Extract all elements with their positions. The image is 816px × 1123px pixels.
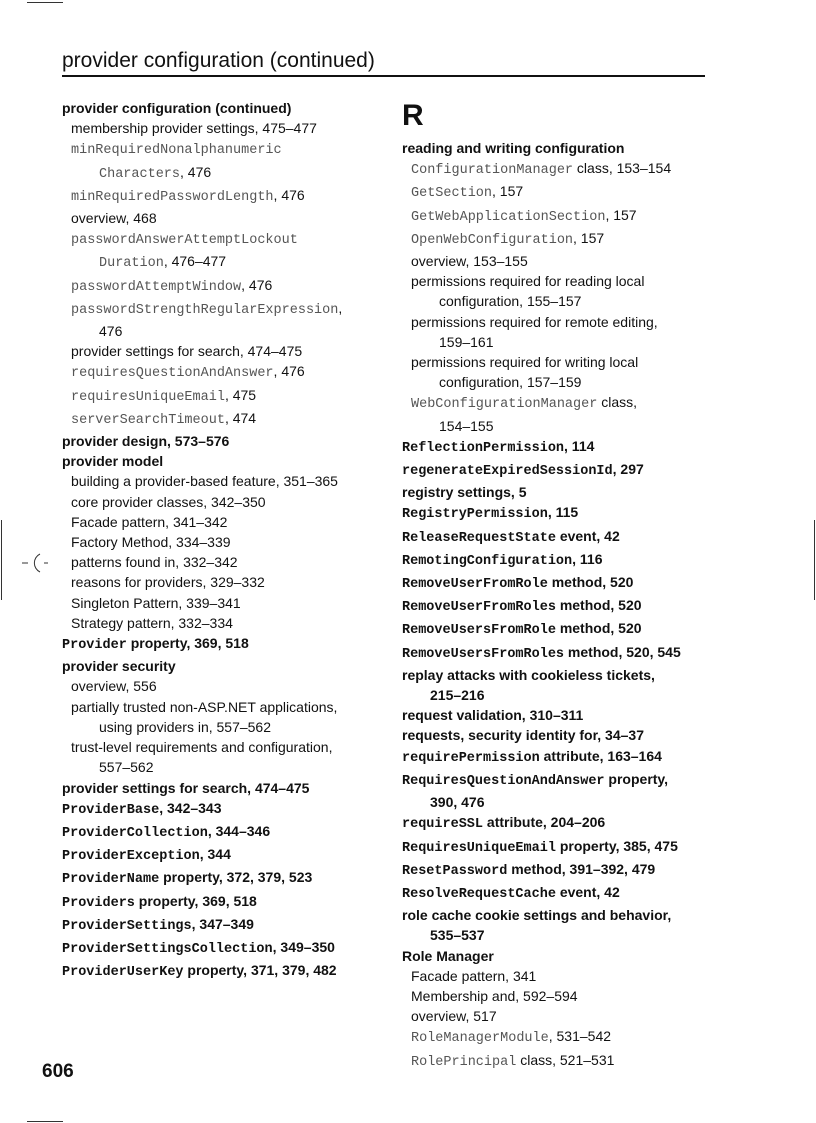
crop-mark-top bbox=[27, 2, 63, 3]
code-term: ProviderName bbox=[62, 872, 160, 888]
index-column-right bbox=[402, 98, 712, 1073]
index-subentry bbox=[62, 532, 382, 552]
index-subentry bbox=[62, 275, 382, 298]
index-entry bbox=[402, 618, 712, 641]
code-term: RemoveUsersFromRole bbox=[402, 623, 556, 639]
index-continuation bbox=[62, 757, 382, 777]
entry-text: event, 42 bbox=[555, 883, 620, 900]
entry-text: 215–216 bbox=[430, 687, 485, 704]
entry-text: reasons for providers, 329–332 bbox=[71, 574, 265, 591]
code-term: GetWebApplicationSection bbox=[411, 209, 606, 225]
index-continuation bbox=[62, 717, 382, 737]
index-entry bbox=[402, 595, 712, 618]
entry-text: , 115 bbox=[547, 504, 579, 521]
code-term: passwordStrengthRegularExpression bbox=[71, 302, 339, 318]
index-entry bbox=[62, 867, 382, 890]
index-continuation bbox=[62, 162, 382, 185]
entry-text: , 349–350 bbox=[272, 938, 335, 955]
index-entry bbox=[402, 436, 712, 459]
code-term: ProviderBase bbox=[62, 802, 160, 818]
index-subentry bbox=[402, 181, 712, 204]
index-subentry bbox=[62, 676, 382, 696]
index-entry bbox=[62, 98, 382, 118]
entry-text: , 114 bbox=[564, 437, 595, 454]
index-entry bbox=[402, 138, 712, 158]
index-continuation bbox=[402, 372, 712, 392]
index-subentry bbox=[402, 392, 712, 415]
entry-text: permissions required for writing local bbox=[411, 354, 639, 371]
code-term: ResolveRequestCache bbox=[402, 886, 556, 902]
index-entry bbox=[402, 836, 712, 859]
entry-text: trust-level requirements and configuration, bbox=[71, 739, 333, 756]
entry-text: , 157 bbox=[605, 206, 637, 223]
index-subentry bbox=[62, 613, 382, 633]
index-entry bbox=[62, 778, 382, 798]
index-subentry bbox=[402, 312, 712, 332]
index-entry bbox=[402, 459, 712, 482]
index-subentry bbox=[402, 158, 712, 181]
entry-text: class, 153–154 bbox=[573, 160, 672, 177]
entry-text: , bbox=[338, 299, 343, 316]
entry-text: 535–537 bbox=[430, 927, 485, 944]
index-subentry bbox=[62, 471, 382, 491]
index-subentry bbox=[402, 986, 712, 1006]
code-term: ConfigurationManager bbox=[411, 163, 574, 179]
code-term: ProviderException bbox=[62, 849, 200, 865]
entry-text: attribute, 163–164 bbox=[539, 747, 662, 764]
index-continuation bbox=[62, 251, 382, 274]
running-header: provider configuration (continued) bbox=[62, 48, 705, 77]
code-term: Provider bbox=[62, 638, 127, 654]
entry-text: Factory Method, 334–339 bbox=[71, 534, 231, 551]
code-term: requiresQuestionAndAnswer bbox=[71, 366, 274, 382]
code-term: ProviderCollection bbox=[62, 825, 208, 841]
index-entry bbox=[402, 482, 712, 502]
index-subentry bbox=[62, 572, 382, 592]
code-term: ProviderSettings bbox=[62, 918, 192, 934]
entry-text: , 342–343 bbox=[159, 799, 222, 816]
entry-text: role cache cookie settings and behavior, bbox=[402, 907, 672, 924]
entry-text: permissions required for reading local bbox=[411, 273, 645, 290]
code-term: RemotingConfiguration bbox=[402, 553, 573, 569]
code-term: requirePermission bbox=[402, 750, 540, 766]
code-term: Providers bbox=[62, 895, 135, 911]
entry-text: , 476–477 bbox=[163, 253, 227, 270]
entry-text: property, 369, 518 bbox=[134, 892, 257, 909]
code-term: RequiresUniqueEmail bbox=[402, 840, 556, 856]
index-continuation bbox=[402, 416, 712, 436]
code-term: Duration bbox=[99, 256, 164, 272]
entry-text: Role Manager bbox=[402, 947, 494, 964]
entry-text: provider model bbox=[62, 453, 164, 470]
entry-text: , 116 bbox=[572, 550, 603, 567]
entry-text: 154–155 bbox=[439, 417, 494, 434]
entry-text: overview, 153–155 bbox=[411, 253, 528, 270]
code-term: ReleaseRequestState bbox=[402, 530, 556, 546]
index-entry bbox=[62, 656, 382, 676]
entry-text: 557–562 bbox=[99, 759, 154, 776]
index-entry bbox=[62, 891, 382, 914]
entry-text: , 347–349 bbox=[191, 915, 254, 932]
index-subentry bbox=[62, 552, 382, 572]
entry-text: configuration, 155–157 bbox=[439, 293, 582, 310]
entry-text: event, 42 bbox=[555, 527, 620, 544]
code-term: Characters bbox=[99, 166, 181, 182]
code-term: passwordAttemptWindow bbox=[71, 279, 242, 295]
code-term: ReflectionPermission bbox=[402, 440, 565, 456]
entry-text: property, 372, 379, 523 bbox=[159, 869, 313, 886]
entry-text: using providers in, 557–562 bbox=[99, 718, 272, 735]
code-term: RolePrincipal bbox=[411, 1054, 517, 1070]
index-entry bbox=[402, 946, 712, 966]
code-term: requiresUniqueEmail bbox=[71, 389, 225, 405]
index-subentry bbox=[402, 205, 712, 228]
entry-text: requests, security identity for, 34–37 bbox=[402, 727, 644, 744]
index-entry bbox=[62, 844, 382, 867]
entry-text: method, 391–392, 479 bbox=[507, 860, 656, 877]
code-term: GetSection bbox=[411, 186, 493, 202]
entry-text: reading and writing configuration bbox=[402, 140, 625, 156]
entry-text: class, 521–531 bbox=[516, 1051, 615, 1068]
index-entry bbox=[402, 502, 712, 525]
entry-text: method, 520 bbox=[555, 620, 642, 637]
entry-text: Membership and, 592–594 bbox=[411, 987, 578, 1004]
index-entry bbox=[62, 798, 382, 821]
entry-text: property, 369, 518 bbox=[126, 635, 249, 652]
crop-mark-right bbox=[814, 520, 815, 600]
code-term: requireSSL bbox=[402, 817, 484, 833]
entry-text: , 344–346 bbox=[207, 822, 271, 839]
entry-text: , 157 bbox=[573, 229, 605, 246]
code-term: minRequiredNonalphanumeric bbox=[71, 143, 282, 159]
index-entry bbox=[402, 526, 712, 549]
code-term: OpenWebConfiguration bbox=[411, 232, 574, 248]
index-subentry bbox=[402, 1006, 712, 1026]
index-subentry bbox=[402, 352, 712, 372]
entry-text: overview, 556 bbox=[71, 678, 157, 695]
entry-text: partially trusted non-ASP.NET applications, bbox=[71, 698, 338, 715]
entry-text: Facade pattern, 341–342 bbox=[71, 513, 228, 530]
index-subentry bbox=[402, 228, 712, 251]
entry-text: , 476 bbox=[273, 363, 305, 380]
index-entry bbox=[62, 633, 382, 656]
registration-mark-icon bbox=[20, 548, 50, 578]
entry-text: core provider classes, 342–350 bbox=[71, 493, 266, 510]
entry-text: attribute, 204–206 bbox=[483, 814, 606, 831]
index-column-left bbox=[62, 98, 382, 983]
index-continuation bbox=[62, 321, 382, 341]
code-term: minRequiredPasswordLength bbox=[71, 189, 274, 205]
crop-mark-left bbox=[1, 520, 2, 600]
entry-text: provider settings for search, 474–475 bbox=[71, 343, 303, 360]
code-term: WebConfigurationManager bbox=[411, 397, 598, 413]
code-term: RemoveUsersFromRoles bbox=[402, 646, 565, 662]
index-entry bbox=[402, 812, 712, 835]
index-entry bbox=[402, 725, 712, 745]
entry-text: 390, 476 bbox=[430, 794, 485, 811]
index-subentry bbox=[62, 408, 382, 431]
index-subentry bbox=[62, 208, 382, 228]
entry-text: Singleton Pattern, 339–341 bbox=[71, 594, 241, 611]
entry-text: 159–161 bbox=[439, 333, 494, 350]
entry-text: provider configuration (continued) bbox=[62, 100, 292, 116]
entry-text: permissions required for remote editing, bbox=[411, 313, 658, 330]
entry-text: , 157 bbox=[492, 183, 524, 200]
code-term: ProviderUserKey bbox=[62, 965, 184, 981]
code-term: RoleManagerModule bbox=[411, 1031, 549, 1047]
crop-mark-bottom bbox=[27, 1121, 63, 1122]
index-subentry bbox=[62, 298, 382, 321]
code-term: RemoveUserFromRoles bbox=[402, 600, 556, 616]
entry-text: request validation, 310–311 bbox=[402, 707, 584, 724]
entry-text: method, 520 bbox=[547, 574, 634, 591]
index-subentry bbox=[402, 1026, 712, 1049]
entry-text: , 476 bbox=[241, 276, 273, 293]
entry-text: overview, 468 bbox=[71, 210, 157, 227]
index-entry bbox=[402, 705, 712, 725]
index-entry bbox=[402, 769, 712, 792]
entry-text: method, 520, 545 bbox=[564, 643, 681, 660]
index-subentry bbox=[62, 737, 382, 757]
code-term: RegistryPermission bbox=[402, 507, 548, 523]
entry-text: , 476 bbox=[180, 163, 212, 180]
entry-text: replay attacks with cookieless tickets, bbox=[402, 666, 655, 683]
entry-text: , 297 bbox=[612, 461, 644, 478]
entry-text: property, bbox=[604, 770, 669, 787]
index-subentry bbox=[62, 512, 382, 532]
index-subentry bbox=[62, 361, 382, 384]
entry-text: provider design, 573–576 bbox=[62, 433, 230, 450]
entry-text: patterns found in, 332–342 bbox=[71, 554, 238, 571]
index-subentry bbox=[402, 271, 712, 291]
index-entry bbox=[62, 937, 382, 960]
entry-text: , 475 bbox=[224, 386, 257, 403]
index-subentry bbox=[62, 118, 382, 138]
index-entry bbox=[402, 665, 712, 685]
index-entry bbox=[402, 549, 712, 572]
entry-text: property, 385, 475 bbox=[555, 837, 678, 854]
code-term: ProviderSettingsCollection bbox=[62, 941, 273, 957]
index-entry bbox=[402, 642, 712, 665]
index-entry bbox=[402, 572, 712, 595]
index-entry bbox=[62, 451, 382, 471]
entry-text: Facade pattern, 341 bbox=[411, 967, 537, 984]
index-subentry bbox=[62, 385, 382, 408]
entry-text: provider settings for search, 474–475 bbox=[62, 779, 310, 796]
code-term: regenerateExpiredSessionId bbox=[402, 464, 613, 480]
entry-text: , 531–542 bbox=[548, 1028, 612, 1045]
entry-text: Strategy pattern, 332–334 bbox=[71, 614, 233, 631]
entry-text: , 476 bbox=[273, 186, 305, 203]
code-term: RequiresQuestionAndAnswer bbox=[402, 773, 605, 789]
index-continuation bbox=[402, 332, 712, 352]
index-continuation bbox=[402, 792, 712, 812]
entry-text: membership provider settings, 475–477 bbox=[71, 120, 317, 137]
entry-text: provider security bbox=[62, 658, 176, 675]
index-entry bbox=[402, 859, 712, 882]
index-subentry bbox=[62, 697, 382, 717]
index-entry bbox=[62, 914, 382, 937]
entry-text: registry settings, 5 bbox=[402, 484, 527, 501]
index-subentry bbox=[402, 966, 712, 986]
index-subentry bbox=[62, 228, 382, 251]
entry-text: property, 371, 379, 482 bbox=[183, 962, 337, 979]
index-entry bbox=[62, 431, 382, 451]
entry-text: , 344 bbox=[199, 846, 231, 863]
code-term: ResetPassword bbox=[402, 863, 508, 879]
index-continuation bbox=[402, 925, 712, 945]
code-term: serverSearchTimeout bbox=[71, 412, 225, 428]
index-entry bbox=[402, 746, 712, 769]
entry-text: overview, 517 bbox=[411, 1008, 497, 1025]
entry-text: 476 bbox=[99, 323, 123, 340]
index-subentry bbox=[62, 185, 382, 208]
section-letter: R bbox=[402, 99, 424, 132]
index-subentry bbox=[62, 138, 382, 161]
entry-text: building a provider-based feature, 351–365 bbox=[71, 473, 338, 490]
entry-text: method, 520 bbox=[555, 597, 642, 614]
index-subentry bbox=[62, 341, 382, 361]
entry-text: class, bbox=[597, 394, 638, 411]
index-subentry bbox=[402, 251, 712, 271]
index-continuation bbox=[402, 291, 712, 311]
index-entry bbox=[402, 905, 712, 925]
index-subentry bbox=[62, 492, 382, 512]
index-entry bbox=[62, 821, 382, 844]
index-subentry bbox=[62, 593, 382, 613]
index-entry bbox=[62, 960, 382, 983]
entry-text: configuration, 157–159 bbox=[439, 374, 582, 391]
index-subentry bbox=[402, 1050, 712, 1073]
page-number: 606 bbox=[42, 1061, 74, 1082]
code-term: passwordAnswerAttemptLockout bbox=[71, 233, 298, 249]
index-entry bbox=[402, 882, 712, 905]
code-term: RemoveUserFromRole bbox=[402, 577, 548, 593]
entry-text: , 474 bbox=[224, 409, 257, 426]
index-continuation bbox=[402, 685, 712, 705]
